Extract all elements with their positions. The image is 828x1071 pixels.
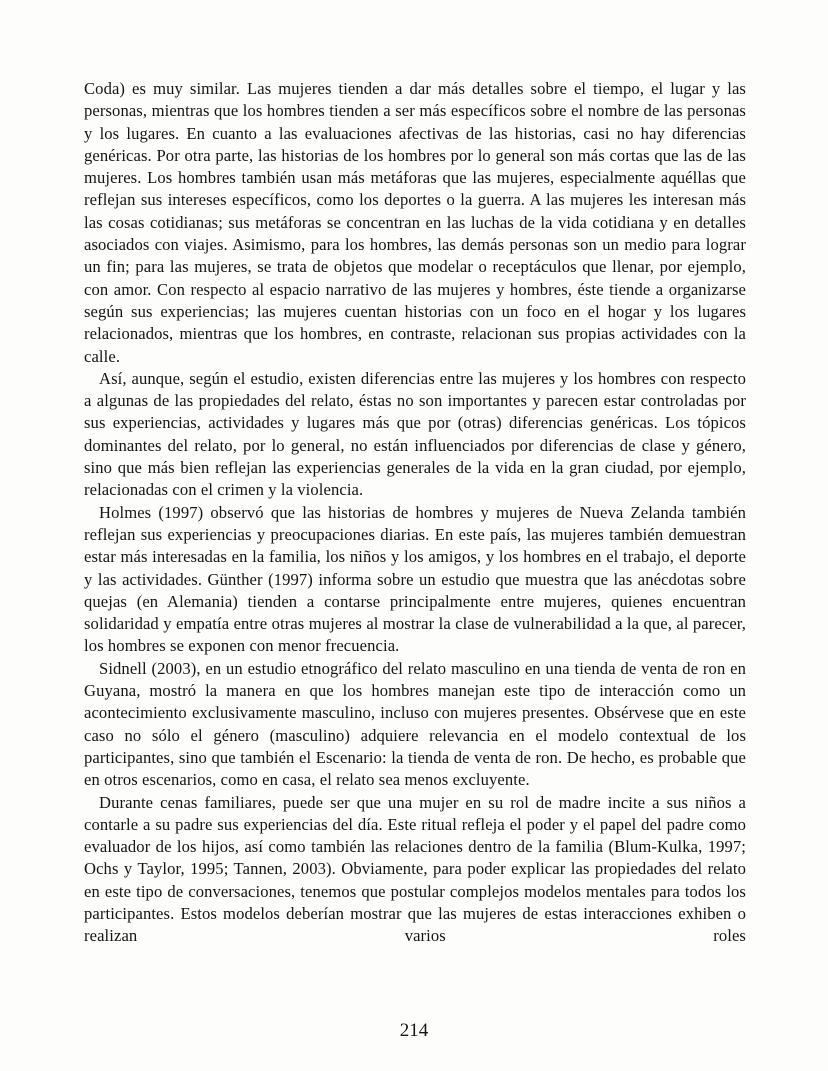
body-text bbox=[84, 78, 746, 948]
paragraph-sidnell: Sidnell (2003), en un estudio etnográfico del relato masculino en una tienda de venta de ron en Guyana, mostró la manera en que los hombres manejan este tipo de interacción como un acontecimiento exclusivamente masculino, incluso con mujeres presentes. Obsérvese que en este caso no sólo el género (masculino) adquiere relevancia en el modelo contextual de los participantes, sino que también el Escenario: la tienda de venta de ron. De hecho, es probable que en otros escenarios, como en casa, el relato sea menos excluyente. bbox=[84, 658, 746, 790]
paragraph-holmes-gunther: Holmes (1997) observó que las historias de hombres y mujeres de Nueva Zelanda también reflejan sus experiencias y preocupaciones diarias. En este país, las mujeres también demuestran estar más interesadas en la familia, los niños y los amigos, y los hombres en el trabajo, el deporte y las actividades. Günther (1997) informa sobre un estudio que muestra que las anécdotas sobre quejas (en Alemania) tienden a contarse principalmente entre mujeres, quienes encuentran solidaridad y empatía entre otras mujeres al mostrar la clase de vulnerabilidad a la que, al parecer, los hombres se exponen con menor frecuencia. bbox=[84, 502, 746, 656]
page-number: 214 bbox=[399, 1020, 429, 1041]
paragraph-family-dinners: Durante cenas familiares, puede ser que una mujer en su rol de madre incite a sus niños a contarle a su padre sus experiencias del día. Este ritual refleja el poder y el papel del padre como evaluador de los hijos, así como también las relaciones dentro de la familia (Blum-Kulka, 1997; Ochs y Taylor, 1995; Tannen, 2003). Obviamente, para poder explicar las propiedades del relato en este tipo de conversaciones, tenemos que postular complejos modelos mentales para todos los participantes. Estos modelos deberían mostrar que las mujeres de estas interacciones exhiben o realizan varios roles bbox=[84, 792, 746, 946]
paragraph-study-differences: Así, aunque, según el estudio, existen diferencias entre las mujeres y los hombres con respecto a algunas de las propiedades del relato, éstas no son importantes y parecen estar controladas por sus experiencias, actividades y lugares más que por (otras) diferencias genéricas. Los tópicos dominantes del relato, por lo general, no están influenciados por diferencias de clase y género, sino que más bien reflejan las experiencias generales de la vida en la gran ciudad, por ejemplo, relacionadas con el crimen y la violencia. bbox=[84, 368, 746, 500]
paragraph-continuation: Coda) es muy similar. Las mujeres tienden a dar más detalles sobre el tiempo, el lugar y las personas, mientras que los hombres tienden a ser más específicos sobre el nombre de las personas y los lugares. En cuanto a las evaluaciones afectivas de las historias, casi no hay diferencias genéricas. Por otra parte, las historias de los hombres por lo general son más cortas que las de las mujeres. Los hombres también usan más metáforas que las mujeres, especialmente aquéllas que reflejan sus intereses específicos, como los deportes o la guerra. A las mujeres les interesan más las cosas cotidianas; sus metáforas se concentran en las luchas de la vida cotidiana y en detalles asociados con viajes. Asimismo, para los hombres, las demás personas son un medio para lograr un fin; para las mujeres, se trata de objetos que modelar o receptáculos que llenar, por ejemplo, con amor. Con respecto al espacio narrativo de las mujeres y hombres, éste tiende a organizarse según sus experiencias; las mujeres cuentan historias con un foco en el hogar y los lugares relacionados, mientras que los hombres, en contraste, relacionan sus propias actividades con la calle. bbox=[84, 79, 746, 366]
